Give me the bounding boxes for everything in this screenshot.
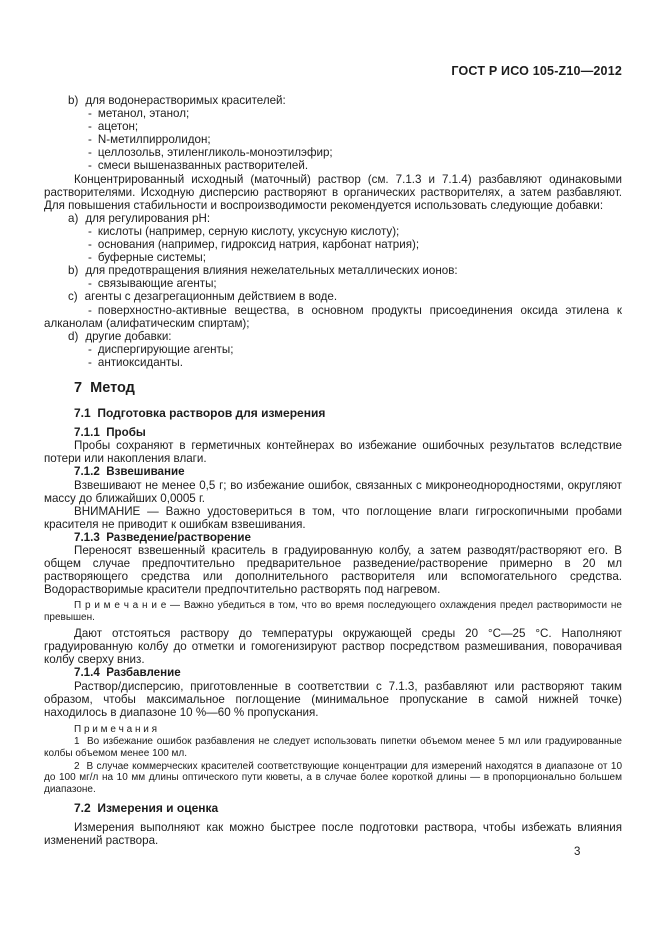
page-number: 3 xyxy=(574,846,581,858)
paragraph-measurements: Измерения выполняют как можно быстрее после подготовки раствора, чтобы избежать влияния изменений раствора. xyxy=(44,821,622,848)
list-item-text: поверхностно-активные вещества, в основном продукты присоединения оксида этилена к алканолам (алифатическим спиртам); xyxy=(44,303,622,330)
dash-marker: - xyxy=(88,159,92,173)
dash-marker: - xyxy=(88,133,92,147)
subsection-heading-7-2: 7.2 Измерения и оценка xyxy=(74,801,219,816)
note-1-pipettes: 1 Во избежание ошибок разбавления не следует использовать пипетки объемом менее 5 мл или градуированные колбы объемом менее 100 мл. xyxy=(44,736,622,759)
paragraph-dilution-range: Раствор/дисперсию, приготовленные в соответствии с 7.1.3, разбавляют или растворяют таким образом, чтобы максимальное поглощение (минимальное пропускание в самой нижней точке) находилось в диапазоне 10 %—60 % пропускания. xyxy=(44,679,622,719)
dash-marker: - xyxy=(88,251,92,265)
paragraph-samples: Пробы сохраняют в герметичных контейнерах во избежание ошибочных результатов вследствие потери или накопления влаги. xyxy=(44,439,622,466)
dash-marker: - xyxy=(88,146,92,160)
list-item-a-ph xyxy=(44,212,622,225)
list-item-cellosolve xyxy=(44,146,622,159)
list-item-text: буферные системы; xyxy=(97,251,206,265)
list-item-bases xyxy=(44,238,622,251)
dash-marker: - xyxy=(88,342,92,356)
note-2-concentrations: 2 В случае коммерческих красителей соответствующие концентрации для измерений находятся в диапазоне от 10 до 100 мг/л на 10 мм длины оптического пути кюветы, а в случае более короткой длины — в пропорционально большем диапазоне. xyxy=(44,761,622,795)
list-item-d-other-additives xyxy=(44,330,622,343)
list-item-text: для предотвращения влияния нежелательных металлических ионов: xyxy=(85,264,458,278)
paragraph-settling-homogenizing: Дают отстояться раствору до температуры окружающей среды 20 °C—25 °C. Наполняют градуированную колбу до отметки и гомогенизируют раствор посредством размешивания, поворачивая колбу сверху вниз. xyxy=(44,627,622,667)
dash-marker: - xyxy=(88,107,92,121)
list-item-text: смеси вышеназванных растворителей. xyxy=(97,159,309,173)
list-item-text: основания (например, гидроксид натрия, карбонат натрия); xyxy=(97,238,420,252)
list-item-text: ацетон; xyxy=(97,120,139,134)
subsection-heading-7-1: 7.1 Подготовка растворов для измерения xyxy=(74,406,326,421)
subsection-heading-7-1-2: 7.1.2 Взвешивание xyxy=(74,465,185,479)
list-item-buffer-systems xyxy=(44,251,622,264)
list-item-methanol xyxy=(44,107,622,120)
list-item-dispersing-agents xyxy=(44,343,622,356)
paragraph-dilution-dissolution: Переносят взвешенный краситель в градуированную колбу, а затем разводят/растворяют его. В общем случае предпочтительно предварительное разведение/растворение примерно в 20 мл растворяющего средства или дополнительного растворителя или вспомогательного средства. Водорастворимые красители предпочтительно растворять под нагревом. xyxy=(44,544,622,597)
section-heading-7-method: 7 Метод xyxy=(74,379,135,396)
dash-marker: - xyxy=(88,277,92,291)
document-code-header: ГОСТ Р ИСО 105-Z10—2012 xyxy=(451,64,622,78)
list-item-text: агенты с дезагрегационным действием в воде. xyxy=(84,290,338,304)
note-solubility-limit: П р и м е ч а н и е — Важно убедиться в том, что во время последующего охлаждения предел растворимости не превышен. xyxy=(44,600,622,623)
list-item-surfactants xyxy=(44,304,622,330)
subsection-heading-7-1-4: 7.1.4 Разбавление xyxy=(74,666,181,680)
list-item-acetone xyxy=(44,120,622,133)
document-body xyxy=(44,94,622,848)
notes-heading: П р и м е ч а н и я xyxy=(74,723,158,735)
list-item-n-methylpyrrolidone xyxy=(44,133,622,146)
list-item-text: кислоты (например, серную кислоту, уксусную кислоту); xyxy=(97,224,400,238)
list-item-text: N-метилпирролидон; xyxy=(97,133,211,147)
list-item-text: связывающие агенты; xyxy=(97,277,217,291)
list-marker: c) xyxy=(68,290,78,304)
list-item-solvent-mixtures xyxy=(44,159,622,172)
list-marker: b) xyxy=(68,264,79,278)
list-item-text: антиоксиданты. xyxy=(97,355,183,369)
list-item-b-metal-ions xyxy=(44,264,622,277)
list-item-text: другие добавки: xyxy=(85,329,172,343)
list-marker: a) xyxy=(68,211,79,225)
list-marker: d) xyxy=(68,329,79,343)
list-item-text: метанол, этанол; xyxy=(97,107,190,121)
list-item-acids xyxy=(44,225,622,238)
subsection-heading-7-1-1: 7.1.1 Пробы xyxy=(74,426,146,440)
dash-marker: - xyxy=(88,120,92,134)
paragraph-stock-solution: Концентрированный исходный (маточный) раствор (см. 7.1.3 и 7.1.4) разбавляют одинаковыми растворителями. Исходную дисперсию растворяют в органических растворителях, а затем разбавляют. Для повышения стабильности и воспроизводимости рекомендуется использовать следующие добавки: xyxy=(44,172,622,212)
dash-marker: - xyxy=(88,355,92,369)
list-item-binding-agents xyxy=(44,277,622,290)
list-item-c-deaggregation xyxy=(44,290,622,303)
list-marker: b) xyxy=(68,94,79,107)
dash-marker: - xyxy=(88,224,92,238)
list-item-text: для регулирования pH: xyxy=(85,211,211,225)
dash-marker: - xyxy=(88,238,92,252)
list-item-b-solvents xyxy=(44,94,622,107)
list-item-text: целлозольв, этиленгликоль-моноэтилэфир; xyxy=(97,146,333,160)
dash-marker: - xyxy=(88,303,92,317)
list-item-text: для водонерастворимых красителей: xyxy=(85,94,286,107)
subsection-heading-7-1-3: 7.1.3 Разведение/растворение xyxy=(74,530,252,544)
paragraph-warning: ВНИМАНИЕ — Важно удостовериться в том, что поглощение влаги гигроскопичными пробами красителя не приводит к ошибкам взвешивания. xyxy=(44,504,622,531)
list-item-antioxidants xyxy=(44,356,622,369)
paragraph-weighing: Взвешивают не менее 0,5 г; во избежание ошибок, связанных с микронеоднородностями, округляют массу до ближайших 0,0005 г. xyxy=(44,478,622,505)
list-item-text: диспергирующие агенты; xyxy=(97,342,234,356)
